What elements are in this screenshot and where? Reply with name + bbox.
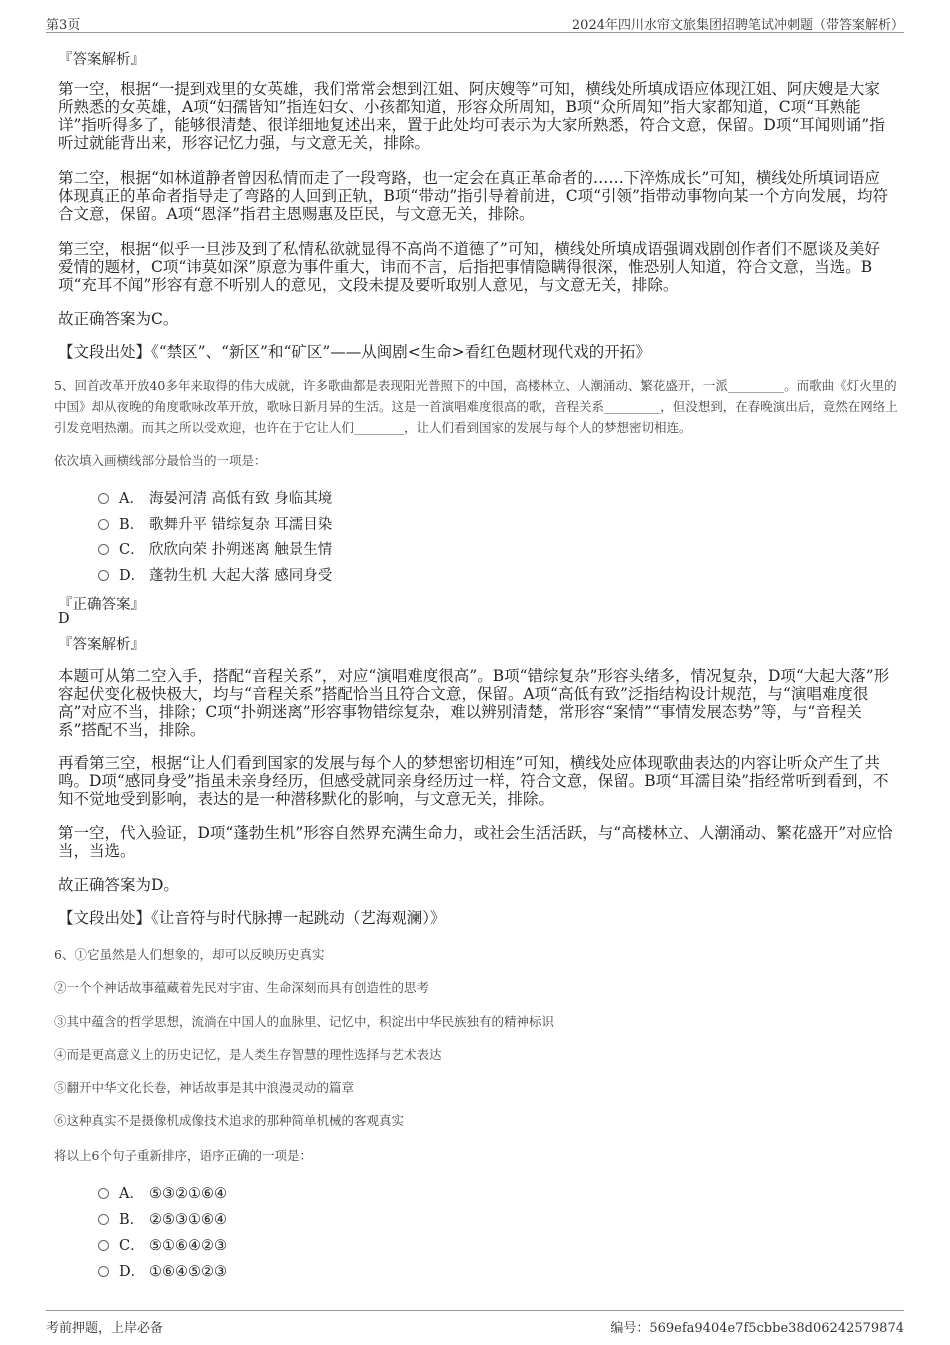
radio-icon[interactable] bbox=[98, 1214, 109, 1225]
page-header bbox=[46, 12, 904, 33]
page-footer bbox=[46, 1310, 904, 1339]
radio-icon[interactable] bbox=[98, 1266, 109, 1277]
analysis-label: 『答案解析』 bbox=[58, 52, 145, 68]
document-title: 2024年四川水帘文旅集团招聘笔试冲刺题（带答案解析） bbox=[571, 18, 904, 33]
question-6-sentence-6: ⑥这种真实不是摄像机成像技术追求的那种简单机械的客观真实 bbox=[54, 1113, 405, 1128]
q6-option-a[interactable]: A． ⑤③②①⑥④ bbox=[98, 1182, 227, 1202]
q5-option-d[interactable]: D． 蓬勃生机 大起大落 感同身受 bbox=[98, 564, 332, 584]
q5-analysis-paragraph-1: 本题可从第二空入手，搭配“音程关系”，对应“演唱难度很高”。B项“错综复杂”形容头绪多，情况复杂，D项“大起大落”形容起伏变化极快极大，均与“音程关系”搭配恰当且符合文意，保留。A项“高低有致”泛指结构设计规范，与“演唱难度很高”对应不当，排除；C项“扑朔迷离”形容事物错综复杂，难以辨别清楚，常形容“案情”“事情发展态势”等，与“音程关系”搭配不当，排除。 bbox=[58, 667, 890, 739]
question-6-sentence-5: ⑤翻开中华文化长卷，神话故事是其中浪漫灵动的篇章 bbox=[54, 1080, 355, 1095]
page-number: 第3页 bbox=[46, 18, 81, 33]
question-5-stem: 5、回首改革开放40多年来取得的伟大成就，许多歌曲都是表现阳光普照下的中国，高楼林立、人潮涌动、繁花盛开，一派_________。而歌曲《灯火里的中国》却从夜晚的角度歌咏改革开放，歌咏日新月异的生活。这是一首演唱难度很高的歌，音程关系_________，但没想到，在春晚演出后，竟然在网络上引发竞唱热潮。而其之所以受欢迎，也许在于它让人们________，让人们看到国家的发展与每个人的梦想密切相连。 bbox=[54, 378, 898, 435]
footer-slogan: 考前押题，上岸必备 bbox=[46, 1321, 164, 1336]
q5-option-a[interactable]: A． 海晏河清 高低有致 身临其境 bbox=[98, 487, 332, 507]
question-5-prompt: 依次填入画横线部分最恰当的一项是： bbox=[54, 453, 267, 468]
answer-conclusion: 故正确答案为C。 bbox=[58, 310, 179, 328]
question-6-sentence-1: 6、①它虽然是人们想象的，却可以反映历史真实 bbox=[54, 947, 325, 962]
analysis-paragraph-1: 第一空，根据“一提到戏里的女英雄，我们常常会想到江姐、阿庆嫂等”可知，横线处所填成语应体现江姐、阿庆嫂是大家所熟悉的女英雄，A项“妇孺皆知”指连妇女、小孩都知道，形容众所周知，B项“众所周知”指大家都知道，C项“耳熟能详”指听得多了，能够很清楚、很详细地复述出来，置于此处均可表示为大家所熟悉，符合文意，保留。D项“耳闻则诵”指听过就能背出来，形容记忆力强，与文意无关，排除。 bbox=[58, 80, 885, 152]
question-6-sentence-3: ③其中蕴含的哲学思想，流淌在中国人的血脉里、记忆中，积淀出中华民族独有的精神标识 bbox=[54, 1014, 555, 1029]
q6-option-c[interactable]: C． ⑤①⑥④②③ bbox=[98, 1234, 227, 1254]
q6-option-d[interactable]: D． ①⑥④⑤②③ bbox=[98, 1260, 227, 1280]
radio-icon[interactable] bbox=[98, 519, 109, 530]
analysis-paragraph-3: 第三空，根据“似乎一旦涉及到了私情私欲就显得不高尚不道德了”可知，横线处所填成语强调戏剧创作者们不愿谈及美好爱情的题材，C项“讳莫如深”原意为事件重大，讳而不言，后指把事情隐瞒得很深，惟恐别人知道，符合文意，当选。B项“充耳不闻”形容有意不听别人的意见，文段未提及要听取别人意见，与文意无关，排除。 bbox=[58, 240, 880, 294]
radio-icon[interactable] bbox=[98, 1240, 109, 1251]
correct-answer-label: 『正确答案』 bbox=[58, 597, 145, 613]
question-6-sentence-4: ④而是更高意义上的历史记忆，是人类生存智慧的理性选择与艺术表达 bbox=[54, 1047, 442, 1062]
q6-option-b[interactable]: B． ②⑤③①⑥④ bbox=[98, 1208, 227, 1228]
analysis-label: 『答案解析』 bbox=[58, 637, 145, 653]
radio-icon[interactable] bbox=[98, 1188, 109, 1199]
radio-icon[interactable] bbox=[98, 570, 109, 581]
radio-icon[interactable] bbox=[98, 493, 109, 504]
q5-analysis-paragraph-2: 再看第三空，根据“让人们看到国家的发展与每个人的梦想密切相连”可知，横线处应体现歌曲表达的内容让听众产生了共鸣。D项“感同身受”指虽未亲身经历，但感受就同亲身经历过一样，符合文意，保留。B项“耳濡目染”指经常听到看到，不知不觉地受到影响，表达的是一种潜移默化的影响，与文意无关，排除。 bbox=[58, 754, 889, 808]
correct-answer-value: D bbox=[58, 611, 70, 627]
question-6-prompt: 将以上6个句子重新排序，语序正确的一项是： bbox=[54, 1148, 312, 1163]
analysis-paragraph-2: 第二空，根据“如林道静者曾因私情而走了一段弯路，也一定会在真正革命者的……下淬炼成长”可知，横线处所填词语应体现真正的革命者指导走了弯路的人回到正轨，B项“带动”指引导着前进，C项“引领”指带动事物向某一个方向发展，均符合文意，保留。A项“恩泽”指君主恩赐惠及臣民，与文意无关，排除。 bbox=[58, 169, 888, 223]
radio-icon[interactable] bbox=[98, 544, 109, 555]
q5-source-citation: 【文段出处】《让音符与时代脉搏一起跳动（艺海观澜）》 bbox=[58, 909, 446, 927]
question-6-sentence-2: ②一个个神话故事蕴藏着先民对宇宙、生命深刻而具有创造性的思考 bbox=[54, 980, 430, 995]
q5-option-c[interactable]: C． 欣欣向荣 扑朔迷离 触景生情 bbox=[98, 538, 332, 558]
q5-answer-conclusion: 故正确答案为D。 bbox=[58, 876, 179, 894]
source-citation: 【文段出处】《“禁区”、“新区”和“矿区”——从闽剧<生命>看红色题材现代戏的开拓》 bbox=[58, 343, 651, 361]
q5-option-b[interactable]: B． 歌舞升平 错综复杂 耳濡目染 bbox=[98, 513, 332, 533]
q5-analysis-paragraph-3: 第一空，代入验证，D项“蓬勃生机”形容自然界充满生命力，或社会生活活跃，与“高楼林立、人潮涌动、繁花盛开”对应恰当，当选。 bbox=[58, 824, 893, 860]
document-code: 编号：569efa9404e7f5cbbe38d06242579874 bbox=[610, 1321, 904, 1336]
